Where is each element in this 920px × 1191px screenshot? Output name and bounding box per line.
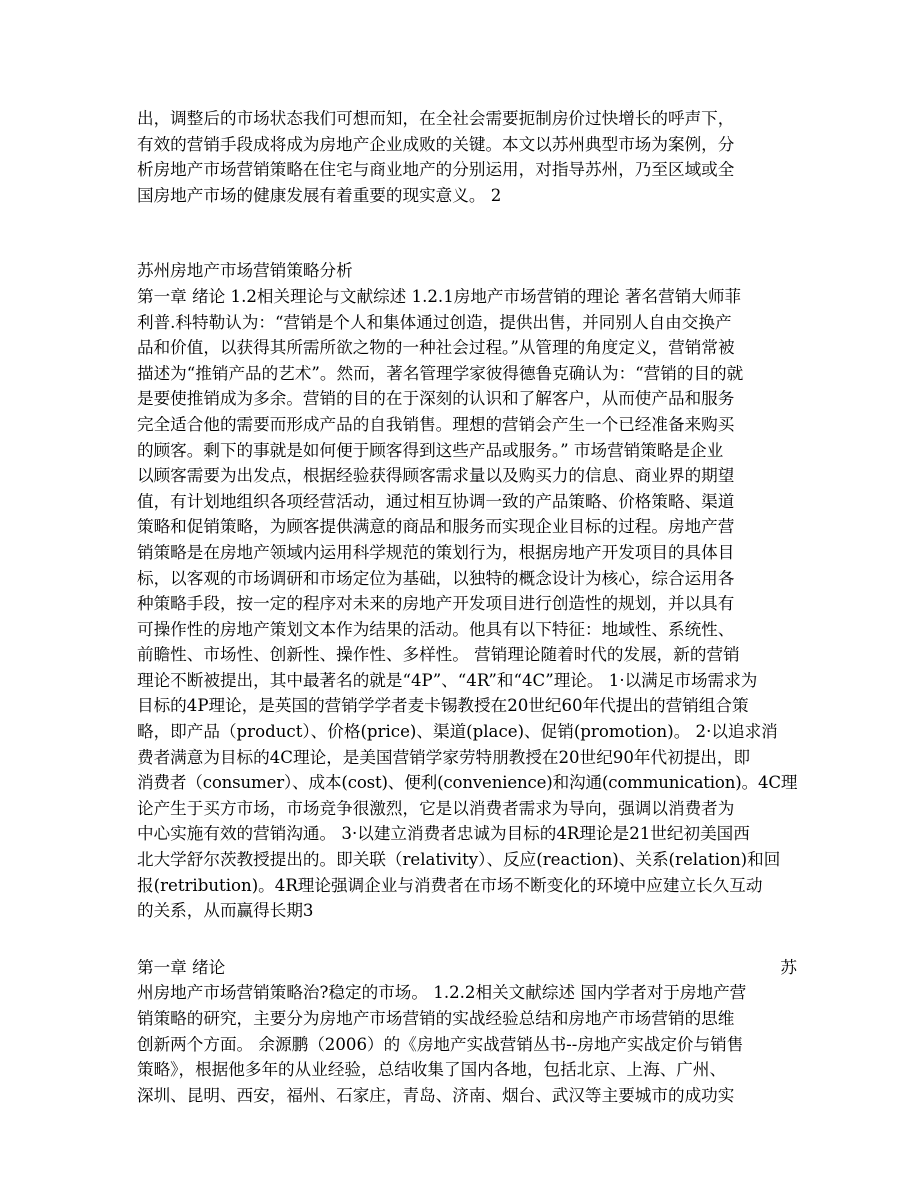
- chapter-heading: 第一章 绪论: [137, 957, 226, 977]
- text-line: 以顾客需要为出发点，根据经验获得顾客需求量以及购买力的信息、商业界的期望: [137, 466, 735, 486]
- text-line: 目标的4P理论，是英国的营销学学者麦卡锡教授在20世纪60年代提出的营销组合策: [137, 696, 749, 716]
- text-line: 利普.科特勒认为：“营销是个人和集体通过创造，提供出售，并同别人自由交换产: [137, 312, 732, 332]
- body-paragraph: [137, 284, 797, 924]
- text-line: 种策略手段，按一定的程序对未来的房地产开发项目进行创造性的规划，并以具有: [137, 594, 735, 614]
- text-line: 策略》，根据他多年的从业经验，总结收集了国内各地，包括北京、上海、广州、: [137, 1060, 727, 1080]
- text-line: 可操作性的房地产策划文本作为结果的活动。他具有以下特征：地域性、系统性、: [137, 619, 735, 639]
- text-line: 描述为“推销产品的艺术”。然而，著名管理学家彼得德鲁克确认为：“营销的目的就: [137, 363, 744, 383]
- text-line: 策略和促销策略，为顾客提供满意的商品和服务而实现企业目标的过程。房地产营: [137, 517, 735, 537]
- chapter-heading-tail: 苏: [780, 957, 797, 977]
- text-line: 析房地产市场营销策略在住宅与商业地产的分别运用，对指导苏州，乃至区域或全: [137, 160, 735, 180]
- text-line: 中心实施有效的营销沟通。 3·以建立消费者忠诚为目标的4R理论是21世纪初美国西: [137, 824, 750, 844]
- paragraph-spacer: [137, 924, 797, 955]
- text-line: 的关系，从而赢得长期3: [137, 901, 314, 921]
- text-line: 完全适合他的需要而形成产品的自我销售。理想的营销会产生一个已经准备来购买: [137, 414, 735, 434]
- text-line: 消费者（consumer）、成本(cost)、便利(convenience)和沟通(communication)。4C理: [137, 773, 797, 793]
- text-line: 标，以客观的市场调研和市场定位为基础，以独特的概念设计为核心，综合运用各: [137, 568, 735, 588]
- text-line: 前瞻性、市场性、创新性、操作性、多样性。 营销理论随着时代的发展，新的营销: [137, 645, 740, 665]
- text-line: 销策略的研究，主要分为房地产市场营销的实战经验总结和房地产市场营销的思维: [137, 1009, 735, 1028]
- text-line: 国房地产市场的健康发展有着重要的现实意义。 2: [137, 185, 502, 205]
- text-line: 创新两个方面。 余源鹏（2006）的《房地产实战营销丛书--房地产实战定价与销售: [137, 1034, 744, 1054]
- text-line: 北大学舒尔茨教授提出的。即关联（relativity）、反应(reaction)、关系(relation)和回: [137, 850, 781, 870]
- text-line: 值，有计划地组织各项经营活动，通过相互协调一致的产品策略、价格策略、渠道: [137, 491, 735, 511]
- text-line: 理论不断被提出，其中最著名的就是“4P”、“4R”和“4C”理论。 1·以满足市场需求为: [137, 670, 758, 690]
- text-line: 报(retribution)。4R理论强调企业与消费者在市场不断变化的环境中应建立长久互动: [137, 875, 763, 895]
- text-line: 第一章 绪论 1.2相关理论与文献综述 1.2.1房地产市场营销的理论 著名营销大师菲: [137, 286, 742, 306]
- text-line: 销策略是在房地产领域内运用科学规范的策划行为，根据房地产开发项目的具体目: [137, 542, 735, 562]
- section-title-text: 苏州房地产市场营销策略分析: [137, 261, 353, 281]
- text-line: 费者满意为目标的4C理论，是美国营销学家劳特朋教授在20世纪90年代初提出，即: [137, 747, 751, 767]
- text-line: 州房地产市场营销策略治?稳定的市场。 1.2.2相关文献综述 国内学者对于房地产营: [137, 983, 747, 1003]
- text-line: 品和价值，以获得其所需所欲之物的一种社会过程。”从管理的角度定义，营销常被: [137, 338, 735, 358]
- text-line: 是要使推销成为多余。营销的目的在于深刻的认识和了解客户，从而使产品和服务: [137, 389, 735, 409]
- text-line: 论产生于买方市场，市场竞争很激烈，它是以消费者需求为导向，强调以消费者为: [137, 798, 735, 818]
- document-page: [137, 106, 797, 1108]
- intro-paragraph: [137, 106, 797, 208]
- text-line: 深圳、昆明、西安，福州、石家庄，青岛、济南、烟台、武汉等主要城市的成功实: [137, 1085, 735, 1105]
- text-line: 出，调整后的市场状态我们可想而知，在全社会需要扼制房价过快增长的呼声下，: [137, 109, 735, 128]
- chapter-header-line: [137, 955, 797, 981]
- section-title: [137, 258, 797, 284]
- paragraph-spacer: [137, 208, 797, 258]
- text-line: 略，即产品（product）、价格(price)、渠道(place)、促销(promotion)。 2·以追求消: [137, 722, 778, 742]
- text-line: 有效的营销手段成将成为房地产企业成败的关键。本文以苏州典型市场为案例，分: [137, 134, 735, 154]
- tail-paragraph: [137, 980, 797, 1108]
- text-line: 的顾客。剩下的事就是如何便于顾客得到这些产品或服务。” 市场营销策略是企业: [137, 440, 724, 460]
